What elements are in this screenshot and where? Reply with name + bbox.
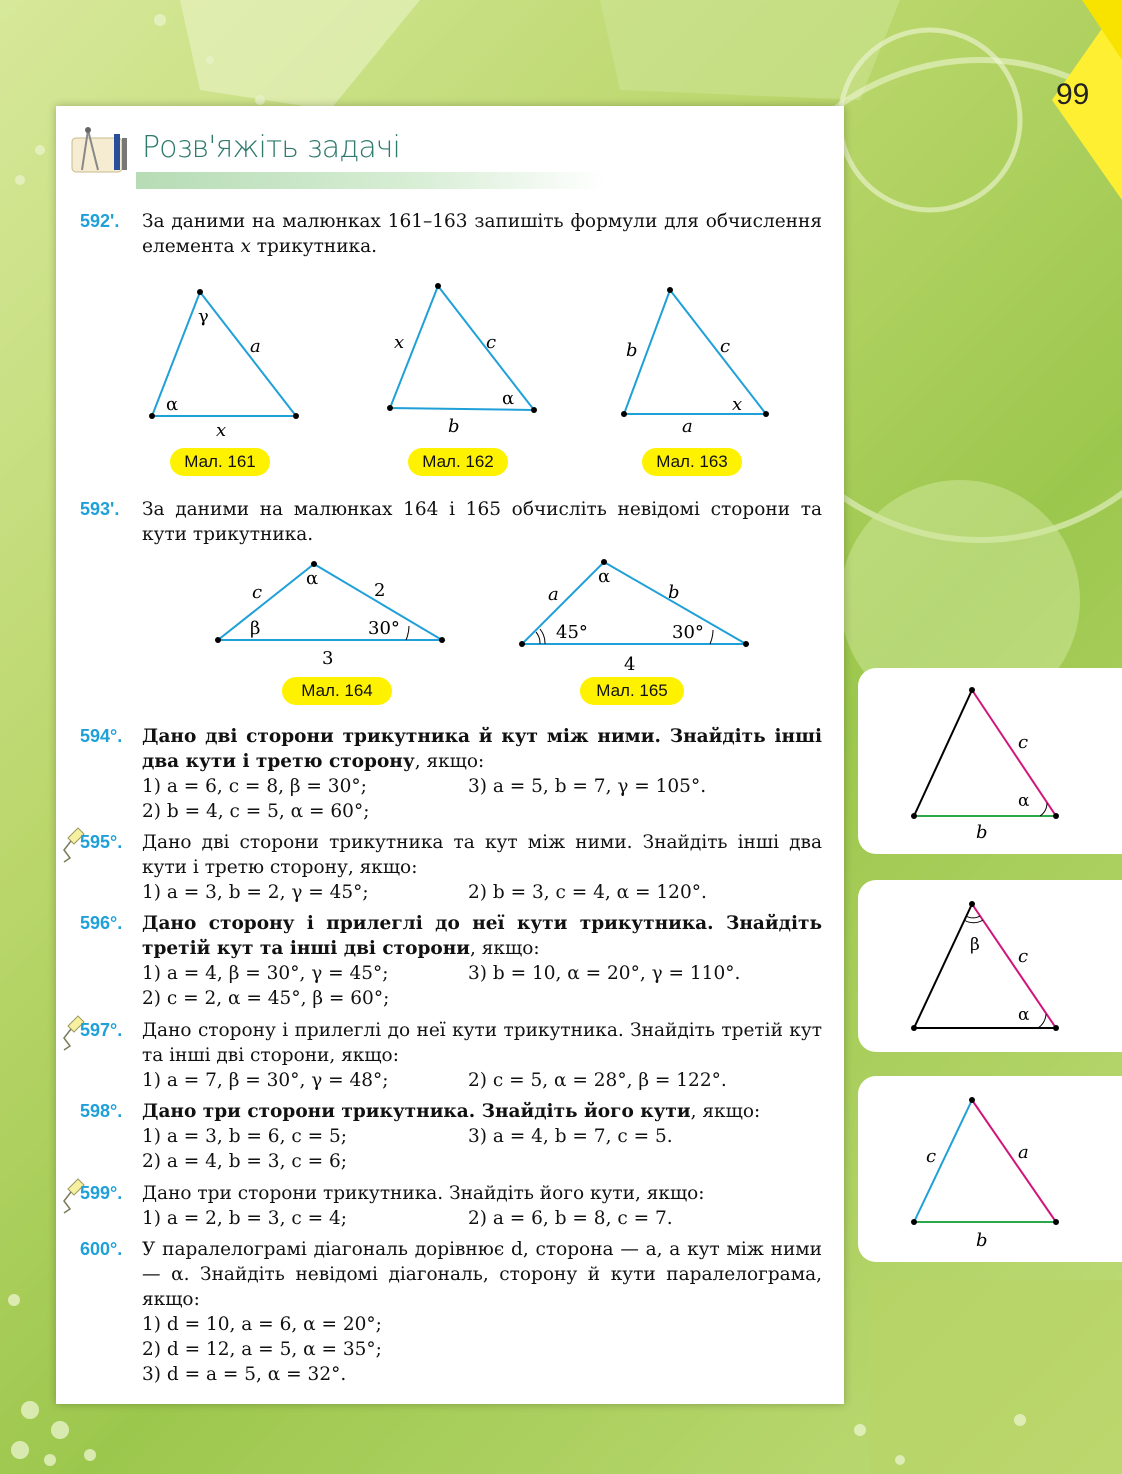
- answer-item: 3) b = 10, α = 20°, γ = 110°.: [468, 963, 741, 984]
- answer-item: 3) a = 4, b = 7, c = 5.: [468, 1126, 673, 1147]
- problem-text: Дано сторону і прилеглі до неї кути трикутника. Знайдіть третій кут та інші дві сторони, якщо: 1) a = 7, β = 30°, γ = 48°; 2) c = 5, α = 28°, β = 122°.: [142, 1020, 822, 1091]
- problem-text: Дано три сторони трикутника. Знайдіть його кути, якщо: 1) a = 2, b = 3, c = 4; 2) a = 6, b = 8, c = 7.: [142, 1183, 705, 1229]
- side3-label: b: [976, 1230, 988, 1251]
- side1-label: α: [1018, 791, 1030, 811]
- side2-label: c: [1018, 946, 1029, 967]
- fig161-label: γ: [198, 306, 209, 327]
- problem-text: Дано дві сторони трикутника й кут між ними. Знайдіть інші два кути і третю сторону, якщо: 1) a = 6, c = 8, β = 30°; 3) a = 5, b = 7, γ = 105°. 2) b = 4, c = 5, α = 60°;: [142, 726, 822, 822]
- fig165-label: 45°: [556, 622, 588, 643]
- fig162-label: b: [448, 416, 460, 437]
- side2-label: α: [1018, 1005, 1030, 1025]
- fig163-label: c: [720, 336, 731, 357]
- figure-164: [206, 554, 456, 674]
- fig164-label: α: [306, 568, 319, 589]
- problem-text: За даними на малюнках 164 і 165 обчисліть невідомі сторони та кути трикутника.: [142, 499, 822, 545]
- side-triangle-3: [858, 1076, 1122, 1262]
- answer-item: 2) a = 6, b = 8, c = 7.: [468, 1208, 673, 1229]
- fig163-label: a: [682, 416, 693, 437]
- fig161-label: x: [216, 420, 227, 441]
- fig165-label: 4: [624, 654, 636, 675]
- fig165-label: α: [598, 566, 611, 587]
- problem-text: За даними на малюнках 161–163 запишіть формули для обчислення елемента x трикутника.: [142, 211, 822, 257]
- side3-label: c: [926, 1146, 937, 1167]
- side-triangle-1: [858, 668, 1122, 854]
- figure-161: [142, 278, 312, 441]
- fig162-label: α: [502, 388, 515, 409]
- fig163-label: b: [626, 340, 638, 361]
- problem-text: Дано сторону і прилеглі до неї кути трикутника. Знайдіть третій кут та інші дві сторони, якщо: 1) a = 4, β = 30°, γ = 45°; 3) b = 10, α = 20°, γ = 110°. 2) c = 2, α = 45°, β = 60°;: [142, 913, 822, 1009]
- side-triangle-2: [858, 880, 1122, 1052]
- answer-item: 2) c = 2, α = 45°, β = 60°;: [142, 988, 390, 1009]
- fig164-label: β: [250, 618, 261, 639]
- fig165-label: 30°: [672, 622, 704, 643]
- fig162-label: c: [486, 332, 497, 353]
- answer-item: 2) b = 4, c = 5, α = 60°;: [142, 801, 370, 822]
- side2-label: β: [970, 935, 980, 955]
- answer-item: 1) a = 3, b = 6, c = 5;: [142, 1126, 347, 1147]
- page-content: [56, 106, 844, 1404]
- problem-number: 595°.: [80, 832, 123, 852]
- fig161-label: a: [250, 336, 261, 357]
- side-figure-card: [858, 668, 1122, 854]
- caption-fig161: Мал. 161: [170, 448, 270, 476]
- figure-162: [382, 278, 552, 437]
- fig165-label: b: [668, 582, 680, 603]
- fig161-label: α: [166, 394, 179, 415]
- problem-number: 596°.: [80, 913, 123, 933]
- title-underline: [136, 172, 606, 189]
- answer-item: 1) a = 2, b = 3, c = 4;: [142, 1208, 347, 1229]
- drawing-tools-icon: [68, 120, 138, 180]
- fig164-label: 30°: [368, 618, 400, 639]
- answer-item: 1) a = 4, β = 30°, γ = 45°;: [142, 963, 389, 984]
- side-figure-card: [858, 1076, 1122, 1262]
- figure-165: [510, 552, 760, 676]
- side-figure-card: [858, 880, 1122, 1052]
- fig163-label: x: [732, 394, 743, 415]
- fig165-label: a: [548, 584, 559, 605]
- problem-number: 597°.: [80, 1020, 123, 1040]
- problem-text: Дано дві сторони трикутника та кут між ними. Знайдіть інші два кути і третю сторону, якщо: 1) a = 3, b = 2, γ = 45°; 2) b = 3, c = 4, α = 120°.: [142, 832, 822, 903]
- problem-text: У паралелограмі діагональ дорівнює d, сторона — a, а кут між ними — α. Знайдіть невідомі діагональ, сторону й кути паралелограма, якщо: 1) d = 10, a = 6, α = 20°; 2) d = 12, a = 5, α = 35°; 3) d = a = 5, α = 32°.: [142, 1239, 822, 1385]
- problem-number: 599°.: [80, 1183, 123, 1203]
- problem-number: 598°.: [80, 1101, 123, 1121]
- caption-fig163: Мал. 163: [642, 448, 742, 476]
- answer-item: 1) d = 10, a = 6, α = 20°;: [142, 1314, 382, 1335]
- problem-number: 594°.: [80, 726, 123, 746]
- answer-item: 1) a = 3, b = 2, γ = 45°;: [142, 882, 369, 903]
- problem-text: Дано три сторони трикутника. Знайдіть його кути, якщо: 1) a = 3, b = 6, c = 5; 3) a = 4, b = 7, c = 5. 2) a = 4, b = 3, c = 6;: [142, 1101, 761, 1172]
- side1-label: b: [976, 822, 988, 843]
- section-title: Розв'яжіть задачі: [142, 130, 400, 165]
- caption-fig165: Мал. 165: [580, 677, 684, 705]
- side1-label: c: [1018, 732, 1029, 753]
- answer-item: 2) c = 5, α = 28°, β = 122°.: [468, 1070, 727, 1091]
- caption-fig164: Мал. 164: [282, 677, 392, 705]
- fig164-label: 2: [374, 580, 386, 601]
- answer-item: 1) a = 7, β = 30°, γ = 48°;: [142, 1070, 389, 1091]
- problem-number: 593'.: [80, 499, 120, 519]
- answer-item: 2) b = 3, c = 4, α = 120°.: [468, 882, 707, 903]
- caption-fig162: Мал. 162: [408, 448, 508, 476]
- side3-label: a: [1018, 1142, 1029, 1163]
- fig164-label: 3: [322, 648, 334, 669]
- page-number: 99: [1056, 78, 1090, 111]
- answer-item: 3) a = 5, b = 7, γ = 105°.: [468, 776, 707, 797]
- fig164-label: c: [252, 582, 263, 603]
- problem-number: 592'.: [80, 211, 120, 231]
- answer-item: 2) d = 12, a = 5, α = 35°;: [142, 1339, 382, 1360]
- answer-item: 2) a = 4, b = 3, c = 6;: [142, 1151, 347, 1172]
- answer-item: 1) a = 6, c = 8, β = 30°;: [142, 776, 367, 797]
- fig162-label: x: [394, 332, 405, 353]
- figure-163: [616, 278, 786, 437]
- problem-number: 600°.: [80, 1239, 123, 1259]
- answer-item: 3) d = a = 5, α = 32°.: [142, 1364, 347, 1385]
